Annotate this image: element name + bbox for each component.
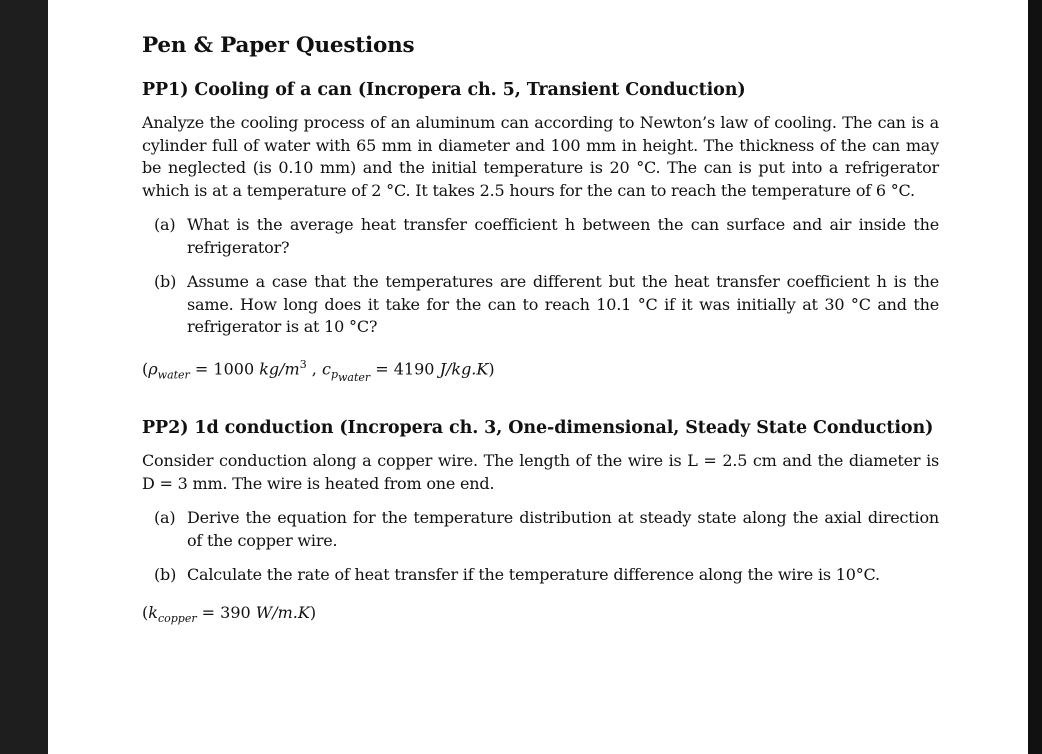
- cp-value: = 4190: [370, 358, 440, 378]
- rho-subscript: water: [157, 368, 190, 382]
- pp2-part-a-label: (a): [154, 508, 176, 528]
- pp2-part-b: [142, 564, 939, 587]
- document-content: [142, 30, 939, 630]
- pp1-intro: Analyze the cooling process of an aluminum can according to Newton’s law of cooling. The can is a cylinder full of water with 65 mm in diameter and 100 mm in height. The thickness of the can may be neglected (is 0.10 mm) and the initial temperature is 20 °C. The can is put into a refrigerator which is at a temperature of 2 °C. It takes 2.5 hours for the can to reach the temperature of 6 °C.: [142, 113, 939, 200]
- question-pp1: [142, 79, 939, 389]
- pp1-part-b-label: (b): [154, 272, 177, 291]
- pp1-part-b: [142, 271, 939, 339]
- rho-unit-exponent: 3: [299, 357, 307, 371]
- cp-subscript: p: [330, 368, 338, 382]
- k-value: = 390: [196, 602, 256, 622]
- cp-symbol: c: [321, 358, 331, 378]
- separator: ,: [306, 358, 322, 378]
- rho-symbol: ρ: [148, 358, 158, 378]
- pp1-part-b-text: Assume a case that the temperatures are different but the heat transfer coefficient h is the same. How long does it take for the can to reach 10.1 °C if it was initially at 30 °C and the refrigerator is at 10 °C?: [187, 272, 939, 336]
- k-symbol: k: [148, 602, 158, 622]
- cp-unit: J/kg.K: [439, 358, 489, 378]
- pp2-part-a: [142, 507, 939, 552]
- paren-open: (: [142, 602, 149, 622]
- pp2-heading: PP2) 1d conduction (Incropera ch. 3, One-dimensional, Steady State Conduction): [142, 418, 934, 439]
- pp2-given-values: [142, 602, 939, 630]
- paren-close: ): [488, 358, 495, 378]
- cp-subsubscript: water: [338, 371, 371, 385]
- pp1-heading: PP1) Cooling of a can (Incropera ch. 5, Transient Conduction): [142, 80, 746, 100]
- pp1-part-a-label: (a): [154, 215, 176, 234]
- document-page: [48, 0, 1028, 754]
- pp1-given-values: [142, 354, 939, 390]
- paren-close: ): [309, 602, 317, 622]
- question-pp2: [142, 417, 939, 630]
- pp1-part-a-text: What is the average heat transfer coefficient h between the can surface and air inside the refrigerator?: [187, 215, 939, 257]
- pp2-intro: Consider conduction along a copper wire. The length of the wire is L = 2.5 cm and the diameter is D = 3 mm. The wire is heated from one end.: [142, 451, 939, 493]
- paren-open: (: [142, 358, 149, 378]
- k-subscript: copper: [157, 611, 197, 625]
- viewer-edge: [1028, 0, 1042, 754]
- rho-value: = 1000: [189, 358, 260, 378]
- pp2-part-a-text: Derive the equation for the temperature distribution at steady state along the axial direction of the copper wire.: [187, 508, 939, 550]
- k-unit: W/m.K: [255, 602, 310, 622]
- pp2-part-b-label: (b): [154, 565, 177, 585]
- page-title: Pen & Paper Questions: [142, 33, 415, 58]
- rho-unit: kg/m: [259, 358, 300, 378]
- pp1-part-a: [142, 214, 939, 259]
- pp2-part-b-text: Calculate the rate of heat transfer if the temperature difference along the wire is 10°C.: [187, 565, 880, 585]
